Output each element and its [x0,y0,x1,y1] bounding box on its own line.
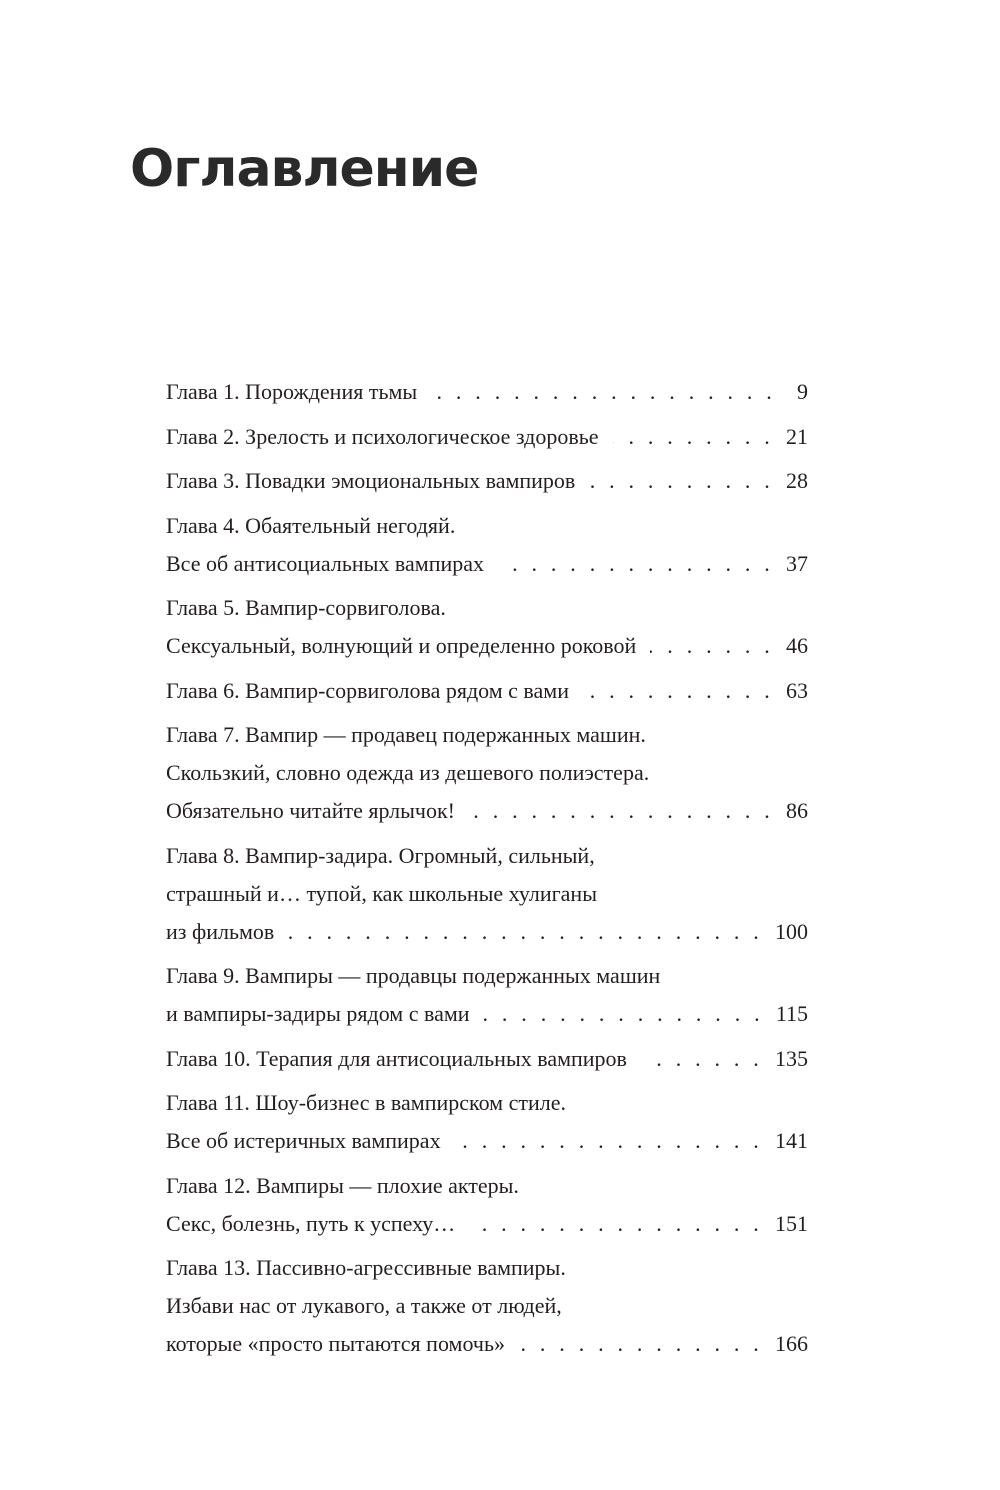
toc-entry-title: Все об истеричных вампирах [166,1128,441,1153]
toc-line [166,1167,808,1205]
toc-page-number: 63 [786,677,808,703]
toc-entry [166,1249,808,1363]
toc-entry-title: Сексуальный, волнующий и определенно роковой [166,633,637,658]
dot-leader [484,995,764,1033]
toc-page-number: 21 [786,423,808,449]
toc-line [166,1249,808,1287]
toc-entry-title: которые «просто пытаются помочь» [166,1331,505,1356]
toc-entry-title: Глава 5. Вампир-сорвиголова. [166,595,446,620]
toc-entry-title: Секс, болезнь, путь к успеху… [166,1210,456,1236]
toc-entry-title: Глава 7. Вампир — продавец подержанных машин. [166,722,646,747]
toc-entry-title: Глава 3. Повадки эмоциональных вампиров [166,468,576,493]
toc-line [166,627,808,665]
toc-entry [166,589,808,665]
toc-line [166,1122,808,1160]
toc-entry-title: Глава 1. Порождения тьмы [166,379,418,404]
toc-entry-title: Обязательно читайте ярлычок! [166,798,456,823]
toc-entry [166,672,808,710]
toc-page-number: 46 [786,633,808,658]
toc-entry-title: Глава 13. Пассивно-агрессивные вампиры. [166,1255,566,1280]
dot-leader [431,373,776,411]
dot-leader [498,545,774,583]
toc-entry [166,373,808,411]
toc-line [166,875,808,913]
toc-page-number: 166 [775,1331,808,1356]
dot-leader [613,418,774,456]
toc-entry-title: Избави нас от лукавого, а также от людей, [166,1293,562,1318]
toc-entry [166,716,808,830]
toc-entry [166,1084,808,1160]
toc-line [166,1205,808,1243]
dot-leader [519,1325,763,1363]
toc-entry [166,957,808,1033]
dot-leader [583,672,774,710]
toc-entry [166,1167,808,1243]
toc-entry-title: Скользкий, словно одежда из дешевого полиэстера. [166,760,650,785]
toc-line [166,373,808,411]
table-of-contents [166,373,808,1370]
toc-line [166,545,808,583]
toc-page-number: 141 [775,1128,808,1153]
toc-entry-title: Глава 11. Шоу-бизнес в вампирском стиле. [166,1090,566,1115]
toc-line [166,1040,808,1078]
toc-entry-title: Глава 4. Обаятельный негодяй. [166,512,456,538]
toc-page-number: 28 [786,468,808,493]
toc-line [166,716,808,754]
dot-leader [589,462,774,500]
toc-entry [166,1040,808,1078]
toc-entry [166,418,808,456]
toc-line [166,1287,808,1325]
toc-entry-title: страшный и… тупой, как школьные хулиганы [166,880,597,906]
toc-line [166,1084,808,1122]
toc-entry [166,507,808,583]
toc-page-number: 151 [775,1210,808,1236]
toc-line [166,418,808,456]
dot-leader [641,1040,763,1078]
toc-entry-title: Все об антисоциальных вампирах [166,550,485,576]
page-title: Оглавление [130,139,479,199]
dot-leader [469,1205,763,1243]
toc-line [166,589,808,627]
toc-page-number: 86 [786,798,808,823]
toc-line [166,754,808,792]
toc-line [166,995,808,1033]
toc-line [166,1325,808,1363]
toc-page-number: 100 [775,918,808,944]
toc-line [166,837,808,875]
toc-line [166,792,808,830]
toc-entry-title: Глава 8. Вампир-задира. Огромный, сильный, [166,842,595,868]
toc-line [166,462,808,500]
toc-entry-title: Глава 10. Терапия для антисоциальных вампиров [166,1045,627,1071]
toc-entry-title: и вампиры-задиры рядом с вами [166,1001,470,1026]
toc-entry-title: Глава 6. Вампир-сорвиголова рядом с вами [166,677,569,703]
toc-page-number: 135 [775,1045,808,1071]
toc-entry-title: Глава 2. Зрелость и психологическое здоровье [166,423,599,449]
toc-line [166,507,808,545]
toc-entry-title: Глава 9. Вампиры — продавцы подержанных машин [166,963,661,988]
dot-leader [455,1122,763,1160]
dot-leader [288,913,763,951]
toc-line [166,957,808,995]
toc-entry [166,462,808,500]
toc-entry [166,837,808,951]
toc-line [166,913,808,951]
toc-page-number: 9 [797,379,808,404]
toc-page-number: 37 [786,550,808,576]
dot-leader [469,792,774,830]
toc-page-number: 115 [775,1001,808,1026]
toc-entry-title: Глава 12. Вампиры — плохие актеры. [166,1172,519,1198]
dot-leader [650,627,774,665]
toc-entry-title: из фильмов [166,918,275,944]
toc-line [166,672,808,710]
